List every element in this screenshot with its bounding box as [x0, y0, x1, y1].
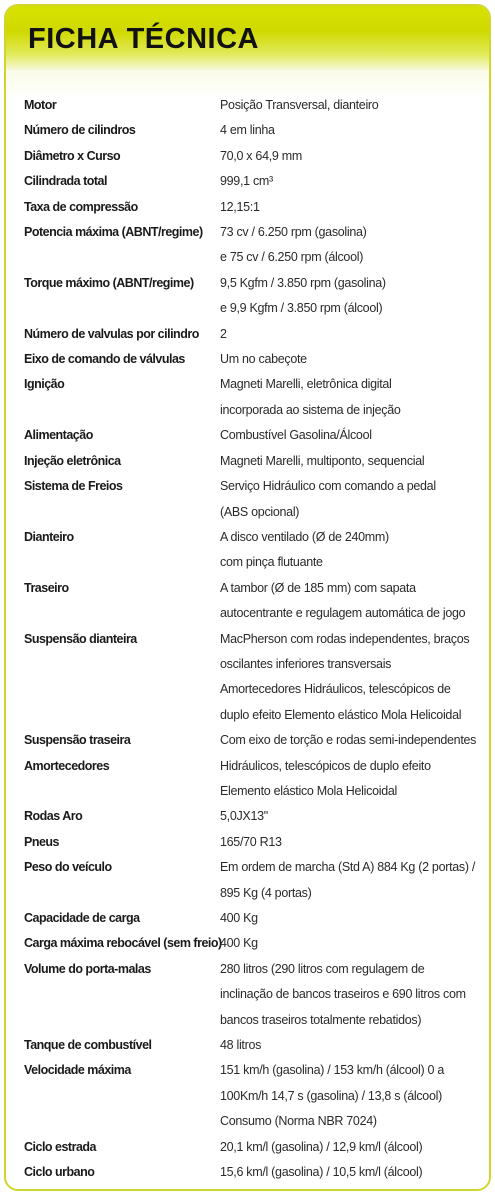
spec-body: [6, 70, 489, 1189]
spec-value-line: MacPherson com rodas independentes, braços: [220, 631, 470, 646]
spec-value: [220, 169, 483, 194]
spec-label: Taxa de compressão: [24, 199, 138, 214]
spec-value-line: 400 Kg: [220, 911, 258, 925]
spec-label: Dianteiro: [24, 529, 74, 544]
spec-value: [220, 474, 483, 525]
spec-label: Capacidade de carga: [24, 911, 140, 925]
spec-label: Rodas Aro: [24, 809, 83, 824]
spec-value-line: A tambor (Ø de 185 mm) com sapata: [220, 580, 416, 595]
spec-label: Potencia máxima (ABNT/regime): [24, 225, 203, 240]
spec-row: [24, 271, 483, 322]
spec-value-line: bancos traseiros totalmente rebatidos): [220, 1012, 422, 1027]
spec-value: [220, 372, 483, 423]
spec-value: [220, 220, 483, 271]
spec-row: [24, 169, 483, 194]
spec-label: Injeção eletrônica: [24, 453, 121, 468]
spec-row: [24, 322, 483, 347]
spec-label: Amortecedores: [24, 758, 110, 773]
spec-value: [220, 830, 483, 855]
spec-row: [24, 728, 483, 753]
spec-row: [24, 372, 483, 423]
spec-value-line: Serviço Hidráulico com comando a pedal: [220, 479, 436, 494]
spec-row: [24, 1033, 483, 1058]
header-bar: [6, 6, 489, 70]
spec-value: [220, 855, 483, 906]
spec-row: [24, 525, 483, 576]
spec-label: Sistema de Freios: [24, 479, 123, 494]
spec-row: [24, 449, 483, 474]
spec-label: Volume do porta-malas: [24, 961, 151, 976]
spec-row: [24, 93, 483, 118]
spec-value-line: Posição Transversal, dianteiro: [220, 98, 379, 112]
spec-row: [24, 347, 483, 372]
spec-row: [24, 627, 483, 729]
spec-value-line: A disco ventilado (Ø de 240mm): [220, 529, 389, 544]
spec-value-line: Em ordem de marcha (Std A) 884 Kg (2 portas) /: [220, 860, 476, 875]
spec-value-line: Amortecedores Hidráulicos, telescópicos de: [220, 682, 451, 697]
spec-row: [24, 830, 483, 855]
spec-value-line: Combustível Gasolina/Álcool: [220, 428, 372, 443]
spec-value-line: 100Km/h 14,7 s (gasolina) / 13,8 s (álcool): [220, 1088, 442, 1103]
spec-value-line: 15,6 km/l (gasolina) / 10,5 km/l (álcool): [220, 1165, 423, 1180]
spec-value-line: 999,1 cm³: [220, 174, 273, 189]
spec-row: [24, 423, 483, 448]
spec-value-line: 895 Kg (4 portas): [220, 885, 312, 900]
spec-value-line: 165/70 R13: [220, 834, 282, 849]
spec-value-line: com pinça flutuante: [220, 555, 323, 570]
spec-row: [24, 931, 483, 956]
spec-label: Motor: [24, 98, 57, 112]
spec-label: Eixo de comando de válvulas: [24, 352, 185, 367]
spec-value: [220, 322, 483, 347]
spec-value: [220, 627, 483, 729]
spec-value-line: inclinação de bancos traseiros e 690 litros com: [220, 987, 466, 1002]
spec-label: Traseiro: [24, 580, 69, 595]
spec-value: [220, 906, 483, 931]
spec-value-line: 400 Kg: [220, 936, 258, 951]
spec-label: Peso do veículo: [24, 860, 112, 875]
spec-row: [24, 804, 483, 829]
spec-value: [220, 576, 483, 627]
spec-label: Ignição: [24, 377, 65, 392]
spec-value: [220, 957, 483, 1033]
spec-value: [220, 728, 483, 753]
spec-value-line: Com eixo de torção e rodas semi-independentes: [220, 733, 477, 748]
spec-value-line: 48 litros: [220, 1038, 262, 1053]
spec-value: [220, 754, 483, 805]
spec-value-line: Magneti Marelli, eletrônica digital: [220, 377, 392, 392]
spec-label: Tanque de combustível: [24, 1038, 152, 1053]
spec-row: [24, 195, 483, 220]
spec-value: [220, 1058, 483, 1134]
spec-value-line: incorporada ao sistema de injeção: [220, 402, 401, 417]
spec-value-line: oscilantes inferiores transversais: [220, 656, 392, 671]
spec-value-line: autocentrante e regulagem automática de jogo: [220, 606, 466, 621]
spec-label: Número de cilindros: [24, 123, 136, 138]
spec-value: [220, 449, 483, 474]
spec-row: [24, 906, 483, 931]
spec-value: [220, 804, 483, 829]
spec-label: Suspensão traseira: [24, 733, 131, 748]
spec-row: [24, 474, 483, 525]
spec-value: [220, 1033, 483, 1058]
spec-row: [24, 754, 483, 805]
spec-value: [220, 93, 483, 118]
spec-value-line: 70,0 x 64,9 mm: [220, 148, 302, 163]
spec-label: Cilindrada total: [24, 174, 107, 189]
spec-value-line: Um no cabeçote: [220, 352, 307, 367]
spec-value: [220, 1135, 483, 1160]
spec-row: [24, 144, 483, 169]
spec-value: [220, 144, 483, 169]
spec-value-line: Consumo (Norma NBR 7024): [220, 1114, 377, 1129]
spec-value: [220, 118, 483, 143]
spec-label: Pneus: [24, 834, 60, 849]
spec-value-line: Magneti Marelli, multiponto, sequencial: [220, 453, 425, 468]
spec-value: [220, 347, 483, 372]
spec-value-line: e 75 cv / 6.250 rpm (álcool): [220, 250, 364, 265]
spec-value-line: Elemento elástico Mola Helicoidal: [220, 783, 397, 798]
spec-value: [220, 931, 483, 956]
spec-row: [24, 1135, 483, 1160]
spec-value-line: 73 cv / 6.250 rpm (gasolina): [220, 225, 367, 240]
spec-value: [220, 1160, 483, 1185]
spec-row: [24, 1160, 483, 1185]
spec-value: [220, 271, 483, 322]
spec-value: [220, 525, 483, 576]
spec-label: Alimentação: [24, 428, 93, 443]
spec-value-line: Hidráulicos, telescópicos de duplo efeito: [220, 758, 431, 773]
spec-value-line: duplo efeito Elemento elástico Mola Helicoidal: [220, 707, 462, 722]
spec-label: Carga máxima rebocável (sem freio): [24, 936, 222, 951]
spec-value-line: 9,5 Kgfm / 3.850 rpm (gasolina): [220, 275, 386, 290]
spec-label: Número de valvulas por cilindro: [24, 326, 199, 341]
spec-value-line: 280 litros (290 litros com regulagem de: [220, 961, 425, 976]
spec-label: Torque máximo (ABNT/regime): [24, 275, 194, 290]
spec-row: [24, 957, 483, 1033]
spec-label: Velocidade máxima: [24, 1063, 131, 1078]
spec-value-line: 4 em linha: [220, 123, 275, 138]
spec-table: [24, 93, 483, 1185]
spec-value-line: 20,1 km/l (gasolina) / 12,9 km/l (álcool): [220, 1139, 423, 1154]
spec-row: [24, 220, 483, 271]
spec-value-line: e 9,9 Kgfm / 3.850 rpm (álcool): [220, 301, 383, 316]
spec-row: [24, 1058, 483, 1134]
page-title: FICHA TÉCNICA: [28, 23, 259, 55]
spec-value-line: 151 km/h (gasolina) / 153 km/h (álcool) 0 a: [220, 1063, 445, 1078]
spec-value-line: 5,0JX13": [220, 809, 268, 824]
spec-row: [24, 855, 483, 906]
spec-row: [24, 118, 483, 143]
spec-value-line: 2: [220, 326, 227, 341]
spec-value: [220, 195, 483, 220]
spec-label: Ciclo urbano: [24, 1165, 95, 1180]
spec-label: Ciclo estrada: [24, 1139, 97, 1154]
spec-value-line: (ABS opcional): [220, 504, 300, 519]
spec-sheet-card: [4, 4, 491, 1191]
spec-value: [220, 423, 483, 448]
spec-row: [24, 576, 483, 627]
spec-label: Diâmetro x Curso: [24, 148, 121, 163]
spec-label: Suspensão dianteira: [24, 631, 137, 646]
spec-value-line: 12,15:1: [220, 199, 260, 214]
